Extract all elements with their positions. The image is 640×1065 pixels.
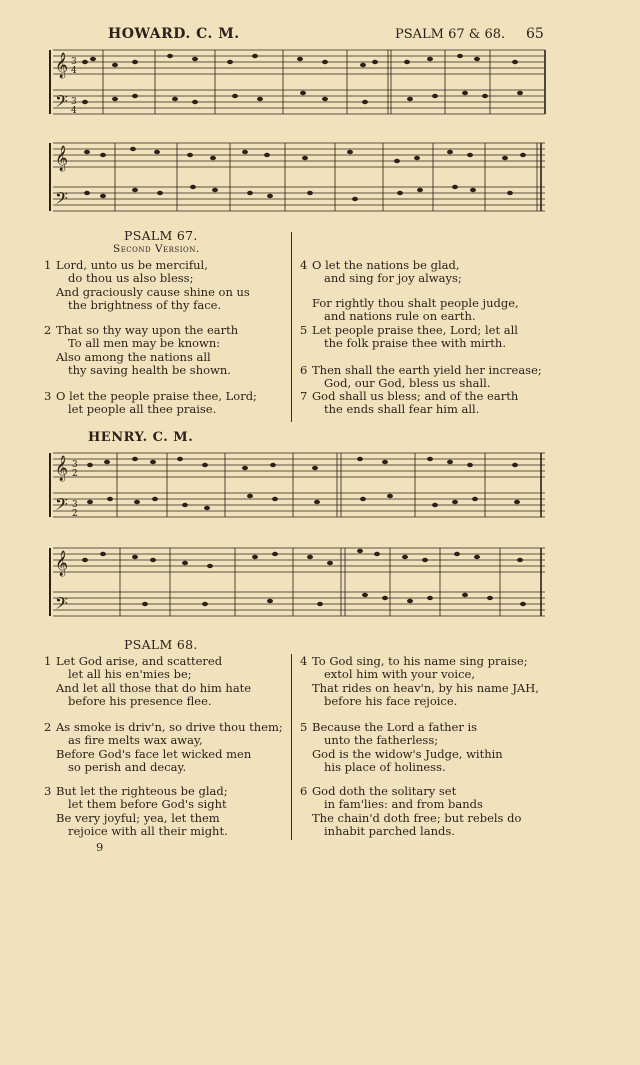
- svg-text:𝄞: 𝄞: [55, 53, 69, 78]
- svg-text:𝄢: 𝄢: [55, 494, 68, 518]
- svg-text:𝄞: 𝄞: [55, 456, 69, 481]
- svg-text:2: 2: [72, 469, 78, 479]
- tune-title-howard: HOWARD. C. M.: [108, 26, 240, 42]
- psalm-67-verse-5: 5 Let people praise thee, Lord; let all the folk praise thee with mirth.: [300, 323, 518, 351]
- column-divider-2: [291, 654, 292, 840]
- psalm-68-verse-5: 5 Because the Lord a father is unto the fatherless; God is the widow's Judge, within his place of holiness.: [300, 720, 503, 774]
- psalm-68-verse-6: 6 God doth the solitary set in fam'lies: and from bands The chain'd doth free; but rebels do inhabit parched lands.: [300, 784, 522, 838]
- psalm-68-verse-4: 4 To God sing, to his name sing praise; extol him with your voice, That rides on heav'n, by his name JAH, before his face rejoice.: [300, 654, 539, 708]
- music-score-henry-1: [45, 445, 555, 525]
- svg-text:𝄢: 𝄢: [55, 188, 68, 212]
- psalm-67-verse-4: 4 O let the nations be glad, and sing for joy always; For rightly thou shalt people judge, and nations rule on earth.: [300, 258, 519, 323]
- svg-text:3: 3: [71, 97, 77, 107]
- running-header: PSALM 67 & 68.: [395, 27, 506, 42]
- music-score-henry-2: [45, 540, 555, 625]
- column-divider: [291, 232, 292, 422]
- svg-text:𝄢: 𝄢: [55, 593, 68, 617]
- psalm-67-verse-6: 6 Then shall the earth yield her increase; God, our God, bless us shall.: [300, 363, 542, 391]
- svg-text:𝄢: 𝄢: [55, 91, 68, 115]
- signature-mark: 9: [96, 840, 104, 854]
- svg-text:3: 3: [72, 500, 78, 510]
- music-score-howard-1: [45, 42, 555, 122]
- psalm-67-verse-1: 1 Lord, unto us be merciful, do thou us also bless; And graciously cause shine on us the brightness of thy face.: [44, 258, 250, 312]
- svg-text:𝄞: 𝄞: [55, 551, 69, 576]
- page-number: 65: [526, 26, 544, 42]
- psalm-67-verse-2: 2 That so thy way upon the earth To all men may be known: Also among the nations all thy saving health be shown.: [44, 323, 239, 377]
- psalm-68-verse-3: 3 But let the righteous be glad; let them before God's sight Be very joyful; yea, let them rejoice with all their might.: [44, 784, 228, 838]
- psalm-67-version: Second Version.: [113, 243, 200, 255]
- tune-title-henry: HENRY. C. M.: [88, 430, 194, 445]
- svg-text:𝄞: 𝄞: [55, 146, 69, 171]
- music-score-howard-2: [45, 135, 555, 220]
- svg-text:3: 3: [72, 460, 78, 470]
- psalm-67-verse-3: 3 O let the people praise thee, Lord; let people all thee praise.: [44, 389, 257, 417]
- psalm-68-title: PSALM 68.: [124, 637, 198, 652]
- svg-text:4: 4: [71, 66, 77, 76]
- psalm-68-verse-1: 1 Let God arise, and scattered let all his en'mies be; And let all those that do him hate before his presence flee.: [44, 654, 252, 708]
- psalm-67-verse-7: 7 God shall us bless; and of the earth the ends shall fear him all.: [300, 389, 519, 417]
- psalm-67-title: PSALM 67.: [124, 228, 198, 243]
- svg-text:4: 4: [71, 106, 77, 116]
- svg-text:2: 2: [72, 509, 78, 519]
- svg-text:3: 3: [71, 57, 77, 67]
- psalm-68-verse-2: 2 As smoke is driv'n, so drive thou them; as fire melts wax away, Before God's face let wicked men so perish and decay.: [44, 720, 283, 774]
